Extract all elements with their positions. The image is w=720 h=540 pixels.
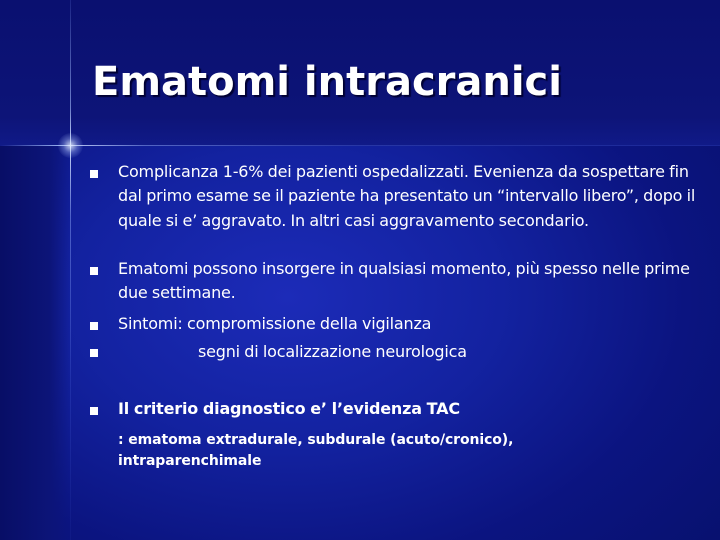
square-bullet-icon [90,322,98,330]
bullet-text-insorgenza: Ematomi possono insorgere in qualsiasi momento, più spesso nelle prime due settimane. [118,259,690,303]
square-bullet-icon [90,407,98,415]
bullet-text-segni: segni di localizzazione neurologica [198,342,467,361]
bullet-text-criterio: Il criterio diagnostico e’ l’evidenza TAC [118,399,460,418]
slide-title: Ematomi intracranici [92,59,562,105]
square-bullet-icon [90,170,98,178]
bullet-text-sintomi: Sintomi: compromissione della vigilanza [118,314,432,333]
square-bullet-icon [90,349,98,357]
criterio-detail-text: : ematoma extradurale, subdurale (acuto/cronico), intraparenchimale [118,432,514,469]
bullet-text-complicanza: Complicanza 1-6% dei pazienti ospedalizzati. Evenienza da sospettare fin dal primo esame se il paziente ha presentato un “intervallo libero”, dopo il quale si e’ aggravato. In altri casi aggravamento secondario. [118,162,696,230]
square-bullet-icon [90,267,98,275]
